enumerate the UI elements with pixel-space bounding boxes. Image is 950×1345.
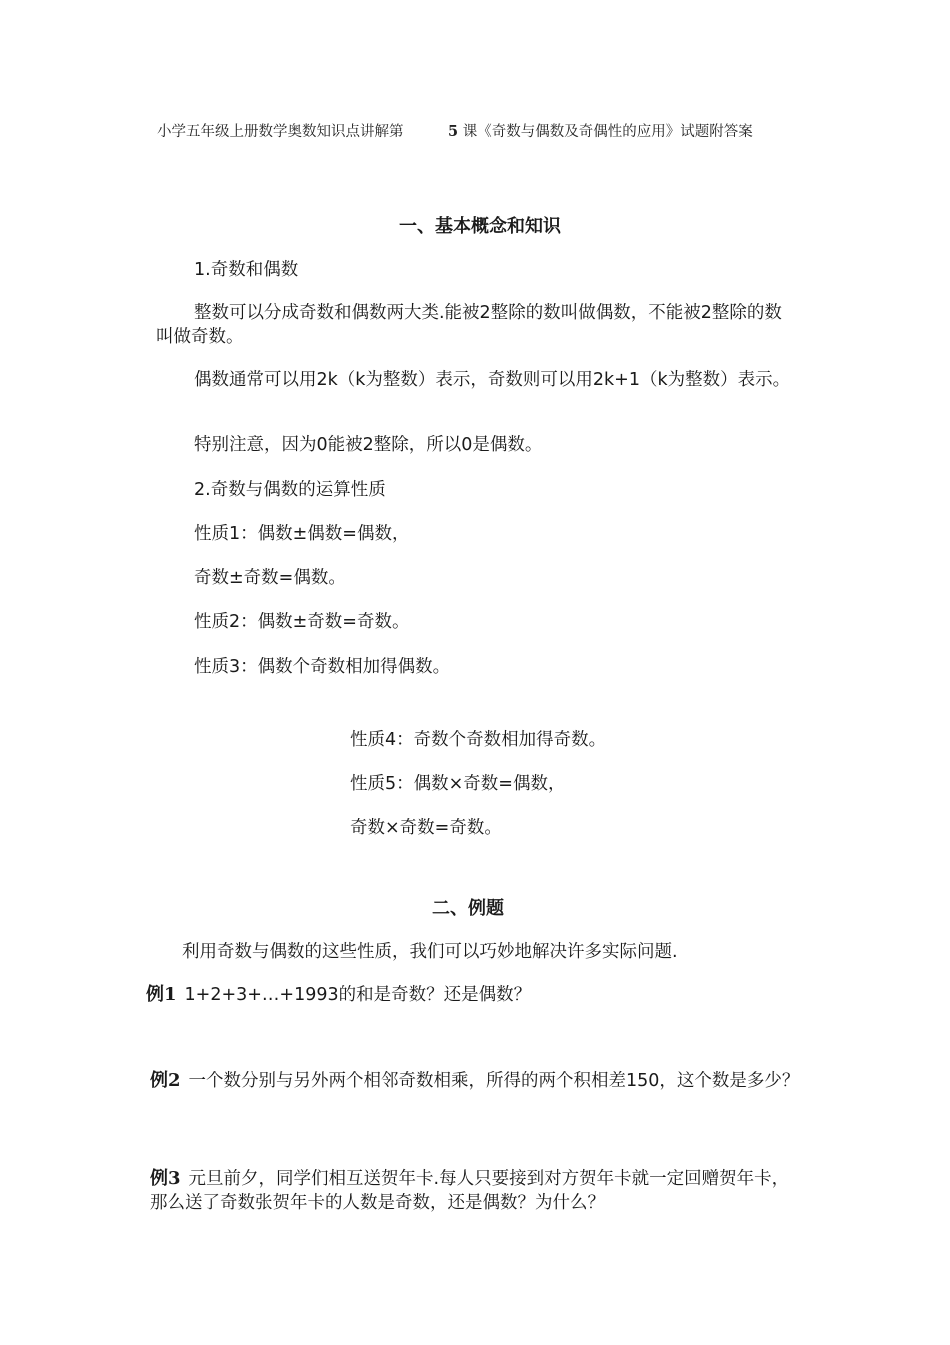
section-title-1: 一、基本概念和知识 [399,216,561,237]
header-title-left: 小学五年级上册数学奥数知识点讲解第 [157,124,404,140]
example-3-text: 元旦前夕，同学们相互送贺年卡.每人只要接到对方贺年卡就一定回赠贺年卡，那么送了奇数张贺年卡的人数是奇数，还是偶数？为什么？ [150,1169,790,1213]
subheading-odd-even: 1.奇数和偶数 [194,260,299,280]
property-3: 性质3：偶数个奇数相加得偶数。 [194,657,451,677]
header-lesson-number: 5 [448,123,459,140]
example-3 [150,1167,800,1215]
section-title-2: 二、例题 [432,898,504,919]
subheading-properties: 2.奇数与偶数的运算性质 [194,480,386,500]
property-2: 性质2：偶数±奇数=奇数。 [194,612,410,632]
header-title-right [448,120,753,141]
examples-intro: 利用奇数与偶数的这些性质，我们可以巧妙地解决许多实际问题. [182,942,678,962]
example-1-label: 例1 [146,984,177,1005]
property-1b: 奇数±奇数=偶数。 [194,568,346,588]
header-lesson-title: 课《奇数与偶数及奇偶性的应用》试题附答案 [462,124,753,140]
property-5b: 奇数×奇数=奇数。 [350,818,502,838]
property-1a: 性质1：偶数±偶数=偶数， [194,524,410,544]
property-5a: 性质5：偶数×奇数=偶数， [350,774,566,794]
property-4: 性质4：奇数个奇数相加得奇数。 [350,730,607,750]
example-2-label: 例2 [150,1070,181,1091]
paragraph-representation: 偶数通常可以用2k（k为整数）表示，奇数则可以用2k+1（k为整数）表示。 [194,370,791,390]
example-1 [146,983,531,1007]
example-1-text: 1+2+3+…+1993的和是奇数？还是偶数？ [184,985,532,1005]
example-3-label: 例3 [150,1168,181,1189]
example-2-text: 一个数分别与另外两个相邻奇数相乘，所得的两个积相差150，这个数是多少？ [188,1071,800,1091]
paragraph-zero-note: 特别注意，因为0能被2整除，所以0是偶数。 [194,435,543,455]
example-2 [150,1069,800,1093]
paragraph-definition: 整数可以分成奇数和偶数两大类.能被2整除的数叫做偶数，不能被2整除的数叫做奇数。 [156,303,782,347]
